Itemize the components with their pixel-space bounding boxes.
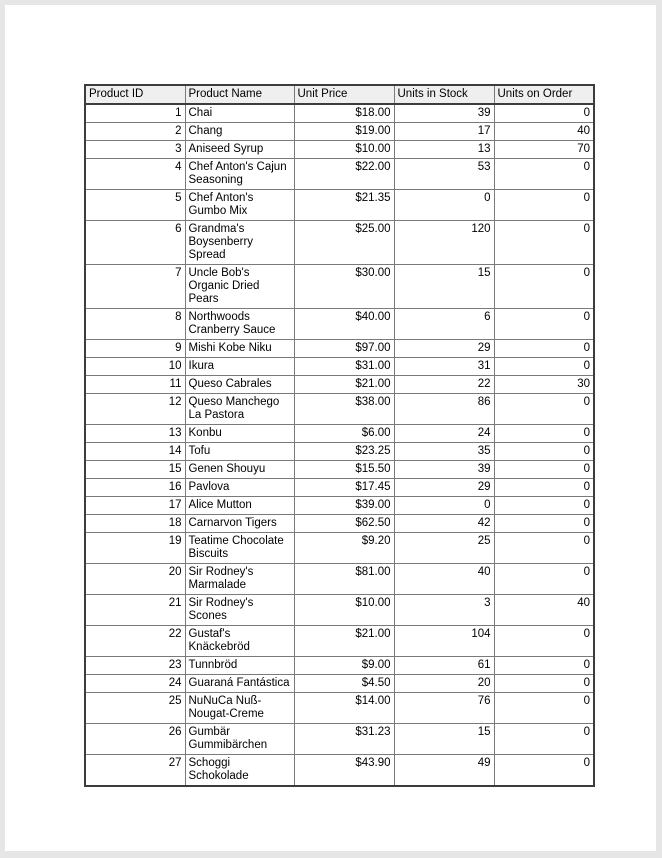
- cell-units-on-order: 0: [494, 309, 594, 340]
- cell-product-id: 3: [85, 141, 185, 159]
- table-row: [85, 693, 594, 724]
- cell-units-in-stock: 15: [394, 265, 494, 309]
- cell-product-id: 15: [85, 461, 185, 479]
- cell-product-name: Chef Anton's Gumbo Mix: [185, 190, 294, 221]
- table-row: [85, 309, 594, 340]
- cell-product-name: Gustaf's Knäckebröd: [185, 626, 294, 657]
- cell-product-name: Sir Rodney's Scones: [185, 595, 294, 626]
- cell-units-in-stock: 39: [394, 461, 494, 479]
- cell-units-on-order: 0: [494, 425, 594, 443]
- cell-unit-price: $22.00: [294, 159, 394, 190]
- cell-units-in-stock: 15: [394, 724, 494, 755]
- cell-unit-price: $9.00: [294, 657, 394, 675]
- cell-product-name: Mishi Kobe Niku: [185, 340, 294, 358]
- cell-unit-price: $31.23: [294, 724, 394, 755]
- cell-units-on-order: 40: [494, 123, 594, 141]
- cell-unit-price: $43.90: [294, 755, 394, 787]
- cell-product-id: 10: [85, 358, 185, 376]
- products-table: [84, 84, 595, 787]
- cell-product-id: 7: [85, 265, 185, 309]
- cell-unit-price: $10.00: [294, 141, 394, 159]
- cell-units-on-order: 0: [494, 533, 594, 564]
- cell-units-in-stock: 0: [394, 497, 494, 515]
- cell-product-id: 11: [85, 376, 185, 394]
- cell-product-name: Alice Mutton: [185, 497, 294, 515]
- cell-product-name: Sir Rodney's Marmalade: [185, 564, 294, 595]
- cell-unit-price: $18.00: [294, 104, 394, 123]
- cell-product-name: Gumbär Gummibärchen: [185, 724, 294, 755]
- cell-units-on-order: 0: [494, 461, 594, 479]
- cell-product-name: Queso Cabrales: [185, 376, 294, 394]
- cell-units-in-stock: 17: [394, 123, 494, 141]
- cell-product-name: Chai: [185, 104, 294, 123]
- cell-units-in-stock: 6: [394, 309, 494, 340]
- table-row: [85, 376, 594, 394]
- cell-units-on-order: 0: [494, 221, 594, 265]
- cell-units-in-stock: 13: [394, 141, 494, 159]
- cell-unit-price: $6.00: [294, 425, 394, 443]
- table-row: [85, 141, 594, 159]
- table-header: [85, 85, 594, 104]
- cell-product-id: 5: [85, 190, 185, 221]
- table-row: [85, 724, 594, 755]
- column-header-product-id: Product ID: [85, 85, 185, 104]
- table-row: [85, 221, 594, 265]
- cell-units-on-order: 0: [494, 497, 594, 515]
- cell-product-id: 18: [85, 515, 185, 533]
- cell-units-on-order: 0: [494, 358, 594, 376]
- cell-units-on-order: 0: [494, 104, 594, 123]
- cell-product-name: Chef Anton's Cajun Seasoning: [185, 159, 294, 190]
- cell-unit-price: $19.00: [294, 123, 394, 141]
- table-row: [85, 190, 594, 221]
- cell-product-name: NuNuCa Nuß-Nougat-Creme: [185, 693, 294, 724]
- cell-product-name: Genen Shouyu: [185, 461, 294, 479]
- cell-units-in-stock: 20: [394, 675, 494, 693]
- cell-units-in-stock: 61: [394, 657, 494, 675]
- column-header-units-in-stock: Units in Stock: [394, 85, 494, 104]
- cell-product-name: Aniseed Syrup: [185, 141, 294, 159]
- cell-units-on-order: 70: [494, 141, 594, 159]
- cell-product-name: Tofu: [185, 443, 294, 461]
- cell-units-in-stock: 40: [394, 564, 494, 595]
- cell-unit-price: $17.45: [294, 479, 394, 497]
- cell-units-on-order: 0: [494, 340, 594, 358]
- cell-product-name: Schoggi Schokolade: [185, 755, 294, 787]
- table-row: [85, 675, 594, 693]
- cell-units-in-stock: 120: [394, 221, 494, 265]
- cell-product-name: Ikura: [185, 358, 294, 376]
- cell-unit-price: $30.00: [294, 265, 394, 309]
- cell-unit-price: $21.00: [294, 626, 394, 657]
- table-row: [85, 497, 594, 515]
- cell-product-id: 13: [85, 425, 185, 443]
- table-row: [85, 394, 594, 425]
- cell-units-in-stock: 29: [394, 479, 494, 497]
- table-row: [85, 461, 594, 479]
- cell-unit-price: $25.00: [294, 221, 394, 265]
- table-row: [85, 755, 594, 787]
- cell-units-in-stock: 24: [394, 425, 494, 443]
- table-row: [85, 104, 594, 123]
- table-row: [85, 595, 594, 626]
- cell-units-in-stock: 31: [394, 358, 494, 376]
- cell-units-on-order: 0: [494, 724, 594, 755]
- cell-units-on-order: 0: [494, 564, 594, 595]
- cell-product-id: 6: [85, 221, 185, 265]
- cell-product-id: 23: [85, 657, 185, 675]
- cell-units-on-order: 0: [494, 265, 594, 309]
- table-row: [85, 425, 594, 443]
- table-row: [85, 626, 594, 657]
- cell-units-in-stock: 104: [394, 626, 494, 657]
- table-row: [85, 123, 594, 141]
- table-row: [85, 515, 594, 533]
- cell-product-name: Queso Manchego La Pastora: [185, 394, 294, 425]
- cell-units-on-order: 0: [494, 755, 594, 787]
- cell-unit-price: $40.00: [294, 309, 394, 340]
- cell-units-in-stock: 76: [394, 693, 494, 724]
- cell-units-in-stock: 0: [394, 190, 494, 221]
- report-paper: [5, 5, 656, 851]
- table-row: [85, 657, 594, 675]
- cell-units-in-stock: 86: [394, 394, 494, 425]
- cell-unit-price: $9.20: [294, 533, 394, 564]
- cell-units-on-order: 0: [494, 693, 594, 724]
- cell-units-on-order: 0: [494, 626, 594, 657]
- cell-units-on-order: 30: [494, 376, 594, 394]
- cell-product-id: 9: [85, 340, 185, 358]
- column-header-unit-price: Unit Price: [294, 85, 394, 104]
- cell-product-id: 21: [85, 595, 185, 626]
- cell-units-in-stock: 3: [394, 595, 494, 626]
- cell-product-name: Carnarvon Tigers: [185, 515, 294, 533]
- table-row: [85, 265, 594, 309]
- cell-unit-price: $23.25: [294, 443, 394, 461]
- cell-units-on-order: 0: [494, 394, 594, 425]
- cell-product-name: Guaraná Fantástica: [185, 675, 294, 693]
- cell-product-id: 20: [85, 564, 185, 595]
- cell-units-in-stock: 35: [394, 443, 494, 461]
- cell-units-on-order: 0: [494, 479, 594, 497]
- cell-product-name: Chang: [185, 123, 294, 141]
- cell-unit-price: $39.00: [294, 497, 394, 515]
- cell-unit-price: $97.00: [294, 340, 394, 358]
- cell-units-in-stock: 29: [394, 340, 494, 358]
- cell-product-name: Grandma's Boysenberry Spread: [185, 221, 294, 265]
- cell-units-on-order: 0: [494, 159, 594, 190]
- cell-units-in-stock: 39: [394, 104, 494, 123]
- cell-unit-price: $4.50: [294, 675, 394, 693]
- cell-units-on-order: 0: [494, 443, 594, 461]
- cell-unit-price: $62.50: [294, 515, 394, 533]
- column-header-units-on-order: Units on Order: [494, 85, 594, 104]
- cell-product-id: 8: [85, 309, 185, 340]
- cell-unit-price: $21.00: [294, 376, 394, 394]
- cell-units-on-order: 0: [494, 675, 594, 693]
- cell-unit-price: $14.00: [294, 693, 394, 724]
- cell-units-in-stock: 25: [394, 533, 494, 564]
- cell-product-name: Pavlova: [185, 479, 294, 497]
- table-header-row: [85, 85, 594, 104]
- cell-units-on-order: 40: [494, 595, 594, 626]
- cell-product-id: 22: [85, 626, 185, 657]
- cell-units-on-order: 0: [494, 190, 594, 221]
- table-row: [85, 564, 594, 595]
- cell-unit-price: $31.00: [294, 358, 394, 376]
- cell-units-on-order: 0: [494, 657, 594, 675]
- table-row: [85, 358, 594, 376]
- cell-product-id: 14: [85, 443, 185, 461]
- cell-unit-price: $21.35: [294, 190, 394, 221]
- cell-units-in-stock: 42: [394, 515, 494, 533]
- column-header-product-name: Product Name: [185, 85, 294, 104]
- cell-product-id: 25: [85, 693, 185, 724]
- cell-product-id: 24: [85, 675, 185, 693]
- cell-product-name: Northwoods Cranberry Sauce: [185, 309, 294, 340]
- cell-unit-price: $38.00: [294, 394, 394, 425]
- cell-product-name: Tunnbröd: [185, 657, 294, 675]
- table-row: [85, 479, 594, 497]
- cell-product-name: Uncle Bob's Organic Dried Pears: [185, 265, 294, 309]
- cell-units-in-stock: 49: [394, 755, 494, 787]
- table-row: [85, 533, 594, 564]
- cell-product-name: Teatime Chocolate Biscuits: [185, 533, 294, 564]
- table-row: [85, 443, 594, 461]
- cell-product-id: 27: [85, 755, 185, 787]
- product-table-body: [85, 104, 594, 786]
- table-row: [85, 159, 594, 190]
- cell-product-id: 12: [85, 394, 185, 425]
- products-table-container: [84, 84, 595, 787]
- cell-unit-price: $81.00: [294, 564, 394, 595]
- cell-product-id: 17: [85, 497, 185, 515]
- cell-product-id: 19: [85, 533, 185, 564]
- cell-units-in-stock: 53: [394, 159, 494, 190]
- table-row: [85, 340, 594, 358]
- cell-product-id: 1: [85, 104, 185, 123]
- cell-product-id: 16: [85, 479, 185, 497]
- cell-product-id: 4: [85, 159, 185, 190]
- cell-unit-price: $10.00: [294, 595, 394, 626]
- cell-product-id: 2: [85, 123, 185, 141]
- cell-product-id: 26: [85, 724, 185, 755]
- cell-units-in-stock: 22: [394, 376, 494, 394]
- cell-unit-price: $15.50: [294, 461, 394, 479]
- cell-product-name: Konbu: [185, 425, 294, 443]
- cell-units-on-order: 0: [494, 515, 594, 533]
